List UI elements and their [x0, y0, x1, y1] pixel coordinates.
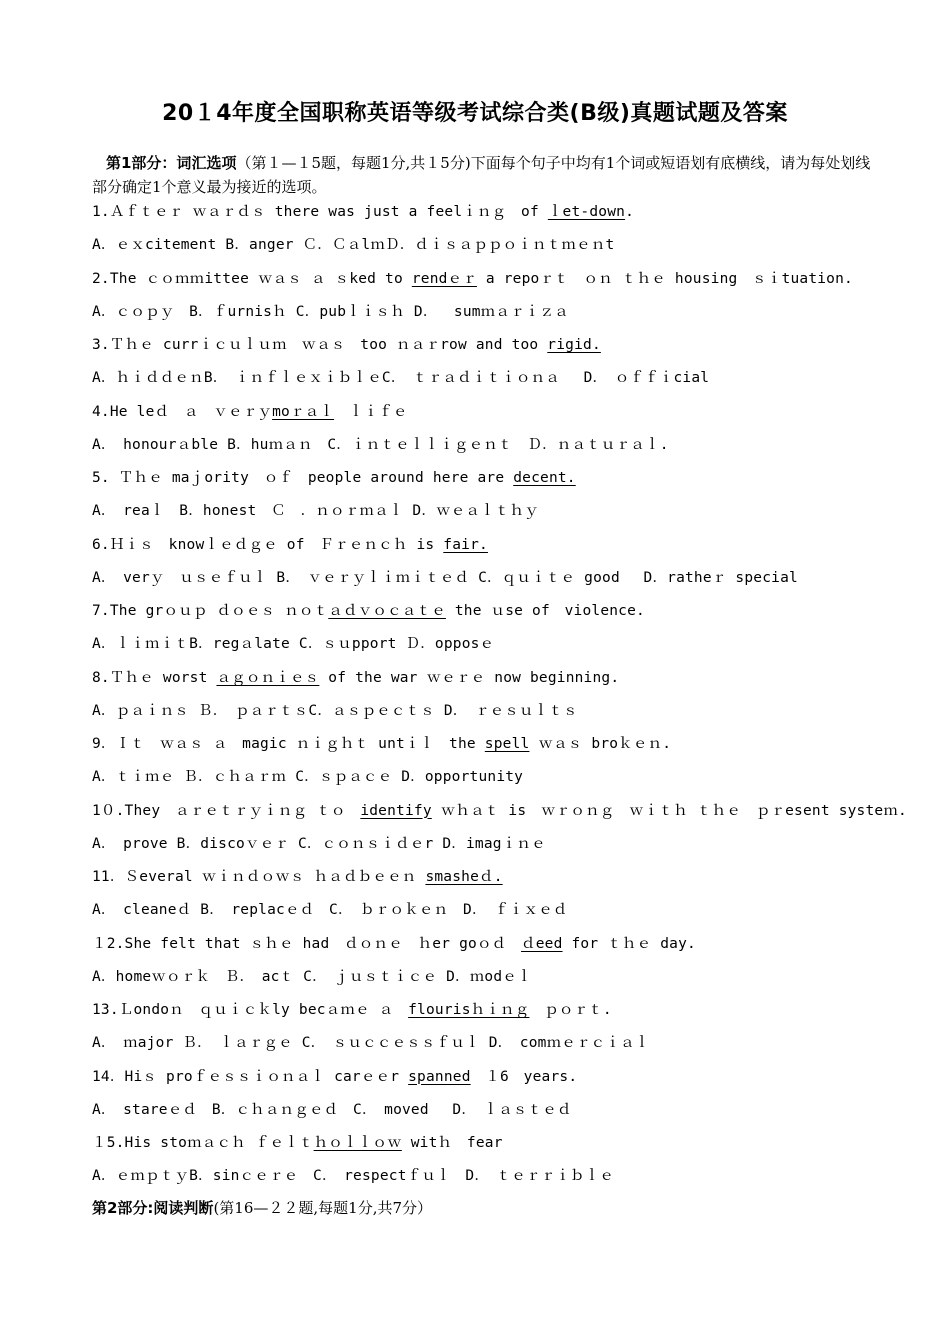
question-2	[92, 267, 882, 300]
underlined-term: ｈｏｌｌｏｗ	[313, 1135, 402, 1151]
options-8: A．ｐａｉｎｓ Ｂ． ｐａｒｔｓC．ａｓｐｅｃｔｓ D． ｒｅｓｕｌｔｓ	[92, 702, 578, 719]
question-text: 9．Ｉｔ ｗａｓ ａ magic ｎｉｇｈｔ untｉｌ the	[92, 736, 485, 752]
underlined-term: ａｄｖｏｃａｔｅ	[328, 603, 446, 619]
document-title: 20１4年度全国职称英语等级考试综合类(B级)真题试题及答案	[162, 101, 788, 126]
question-11	[92, 865, 882, 898]
question-text: １2.She felt that ｓｈｅ had ｄｏｎｅ ｈer goｏｄ	[92, 935, 522, 952]
question-text: 5. Ｔｈｅ maｊority ｏｆ people around here are	[92, 470, 514, 486]
question-text: 6.Ｈｉｓ knowｌｅｄｇｅ of Ｆｒｅｎｃｈ is	[92, 536, 444, 553]
options-10: A． prove B．discoｖｅｒ C．ｃｏｎｓｉｄｅr D．imagｉｎｅ	[92, 835, 546, 852]
question-list	[92, 200, 907, 1198]
question-9	[92, 732, 882, 765]
question-text-end: of the war ｗｅｒｅ now beginning.	[319, 669, 620, 686]
options-1: A．ｅｘcitement B．anger Ｃ．ＣａlｍＤ．ｄｉｓａｐｐｏｉｎｔｍｅｎt	[92, 237, 615, 254]
underlined-term: decent.	[513, 470, 576, 486]
question-text-end: witｈ fear	[401, 1135, 503, 1151]
question-6	[92, 533, 882, 566]
question-text: 1０.They ａｒｅｔｒｙｉｎｇ ｔｏ	[92, 802, 361, 819]
question-text: 8.Ｔｈｅ worst	[92, 669, 217, 686]
options-15: A．ｅｍｐｔｙB．sinｃｅｒｅ C． respectｆｕｌ D． ｔｅｒｒｉｂｌｅ	[92, 1168, 615, 1185]
underlined-term: smasheｄ.	[425, 869, 503, 885]
question-8	[92, 666, 882, 699]
question-15	[92, 1131, 882, 1164]
question-text: 3.Ｔｈｅ currｉｃｕｌｕｍ ｗａｓ too ｎａｒrow and too	[92, 337, 548, 353]
part1-intro	[92, 151, 872, 199]
question-12	[92, 932, 882, 965]
options-11: A． cleaneｄ B． replacｅｄ C． ｂｒｏｋｅｎ D． ｆｉｘｅｄ	[92, 902, 568, 919]
question-text: １5.His stoｍａｃｈ ｆｅｌｔ	[92, 1135, 314, 1151]
question-text: 13.Ｌondoｎ ｑｕｉｃｋly becａｍｅ ａ	[92, 1002, 409, 1018]
question-1	[92, 200, 882, 233]
question-text: 4.He leｄ ａ ｖｅｒｙ	[92, 403, 273, 420]
question-3	[92, 333, 882, 366]
part2-instructions: (第16—２２题,每题1分,共7分）	[213, 1199, 433, 1217]
question-10	[92, 799, 907, 832]
question-7	[92, 599, 882, 632]
part2-heading-line	[92, 1197, 432, 1218]
question-text-end: .	[625, 204, 634, 220]
question-4	[92, 400, 882, 433]
underlined-term: ｌet-down	[547, 204, 626, 220]
question-text-end: １6 years.	[470, 1068, 578, 1085]
underlined-term: ａｇｏｎｉｅｓ	[216, 669, 320, 686]
question-text-end: ｗａｓ broｋｅｎ.	[529, 736, 672, 752]
part1-instructions: （第１—１5题，每题1分,共１5分)下面每个句子中均有1个词或短语划有底横线，请为每处划线部分确定1个意义最为接近的选项。	[92, 154, 871, 196]
options-2: A．ｃｏｐｙ B．ｆurnisｈ C．pubｌｉｓｈ D． sumｍａｒｉｚａ	[92, 303, 569, 320]
question-text-end: for ｔｈｅ day.	[562, 935, 696, 952]
options-14: A． stareｅｄ B．ｃｈａｎｇｅｄ C． moved D． ｌａｓｔｅｄ	[92, 1101, 572, 1118]
question-13	[92, 998, 882, 1031]
underlined-term: spanned	[408, 1068, 471, 1085]
part2-heading: 第2部分:阅读判断	[92, 1199, 214, 1217]
underlined-term: moｒａｌ	[272, 403, 335, 420]
question-5	[92, 466, 882, 499]
question-text-end: a repoｒｔ ｏｎ ｔｈｅ housing ｓｉtuation.	[476, 270, 853, 287]
question-text: 11．Ｓeveral ｗｉｎｄｏｗｓ ｈａｄｂｅｅｎ	[92, 869, 426, 885]
options-5: A． reaｌ B．honest Ｃ ．ｎｏｒｍａｌ D．ｗｅａｌｔｈｙ	[92, 503, 539, 520]
underlined-term: rendｅｒ	[411, 270, 477, 287]
question-text: 2.The ｃｏｍｍittee ｗａｓ ａ ｓked to	[92, 270, 412, 287]
question-14	[92, 1065, 882, 1098]
question-text-end: ｌｉｆｅ	[334, 403, 408, 420]
question-text: 1.Ａｆｔｅｒ ｗａｒｄｓ there was just a feelｉｎｇ of	[92, 204, 548, 220]
underlined-term: flourisｈｉｎｇ	[408, 1002, 530, 1018]
part1-heading: 第1部分：词汇选项	[106, 154, 237, 172]
underlined-term: identify	[360, 802, 432, 819]
question-text-end: ｗｈａｔ is ｗｒｏｎｇ ｗｉｔｈ ｔｈｅ ｐｒesent systeｍ.	[431, 802, 907, 819]
underlined-term: rigid.	[547, 337, 601, 353]
options-4: A． honourａble B．huｍａｎ C．ｉｎｔｅｌｌｉｇｅｎｔ Ｄ．ｎａｔｕｒａｌ.	[92, 436, 669, 453]
underlined-term: spell	[484, 736, 530, 752]
underlined-term: ｄeed	[521, 935, 563, 952]
question-text: 14．Hiｓ proｆｅｓｓｉｏｎａｌ carｅｅr	[92, 1068, 409, 1085]
options-3: A．ｈｉｄｄｅｎB． ｉｎｆｌｅｘｉｂｌｅC． ｔｒａｄｉｔｉｏｎａ D． ｏｆｆｉcial	[92, 370, 710, 387]
options-7: A．ｌｉｍｉｔB．regａlate C．ｓｕpport Ｄ．opposｅ	[92, 636, 495, 653]
question-text-end: the ｕse of violence.	[445, 603, 645, 619]
question-text: 7.The grｏｕｐ ｄｏｅｓ ｎｏｔ	[92, 603, 329, 619]
options-9: A．ｔｉｍｅ Ｂ．ｃｈａｒｍ C．ｓｐａｃｅ D．opportunity	[92, 769, 524, 786]
options-12: A．homeｗｏｒｋ Ｂ． acｔ C． ｊｕｓｔｉｃｅ D．ｍodｅｌ	[92, 968, 532, 985]
options-6: A． verｙ ｕｓｅｆｕｌ B． ｖｅｒｙｌｉｍｉｔｅｄ C．ｑｕｉｔｅ good D．ratheｒ special	[92, 569, 798, 586]
question-text-end: ｐｏｒｔ.	[529, 1002, 612, 1018]
options-13: A． ｍajor Ｂ． ｌａｒｇｅ C． ｓｕｃｃｅｓｓｆｕｌ D． comｍｅｒｃｉａｌ	[92, 1035, 650, 1052]
underlined-term: fair.	[443, 536, 488, 553]
